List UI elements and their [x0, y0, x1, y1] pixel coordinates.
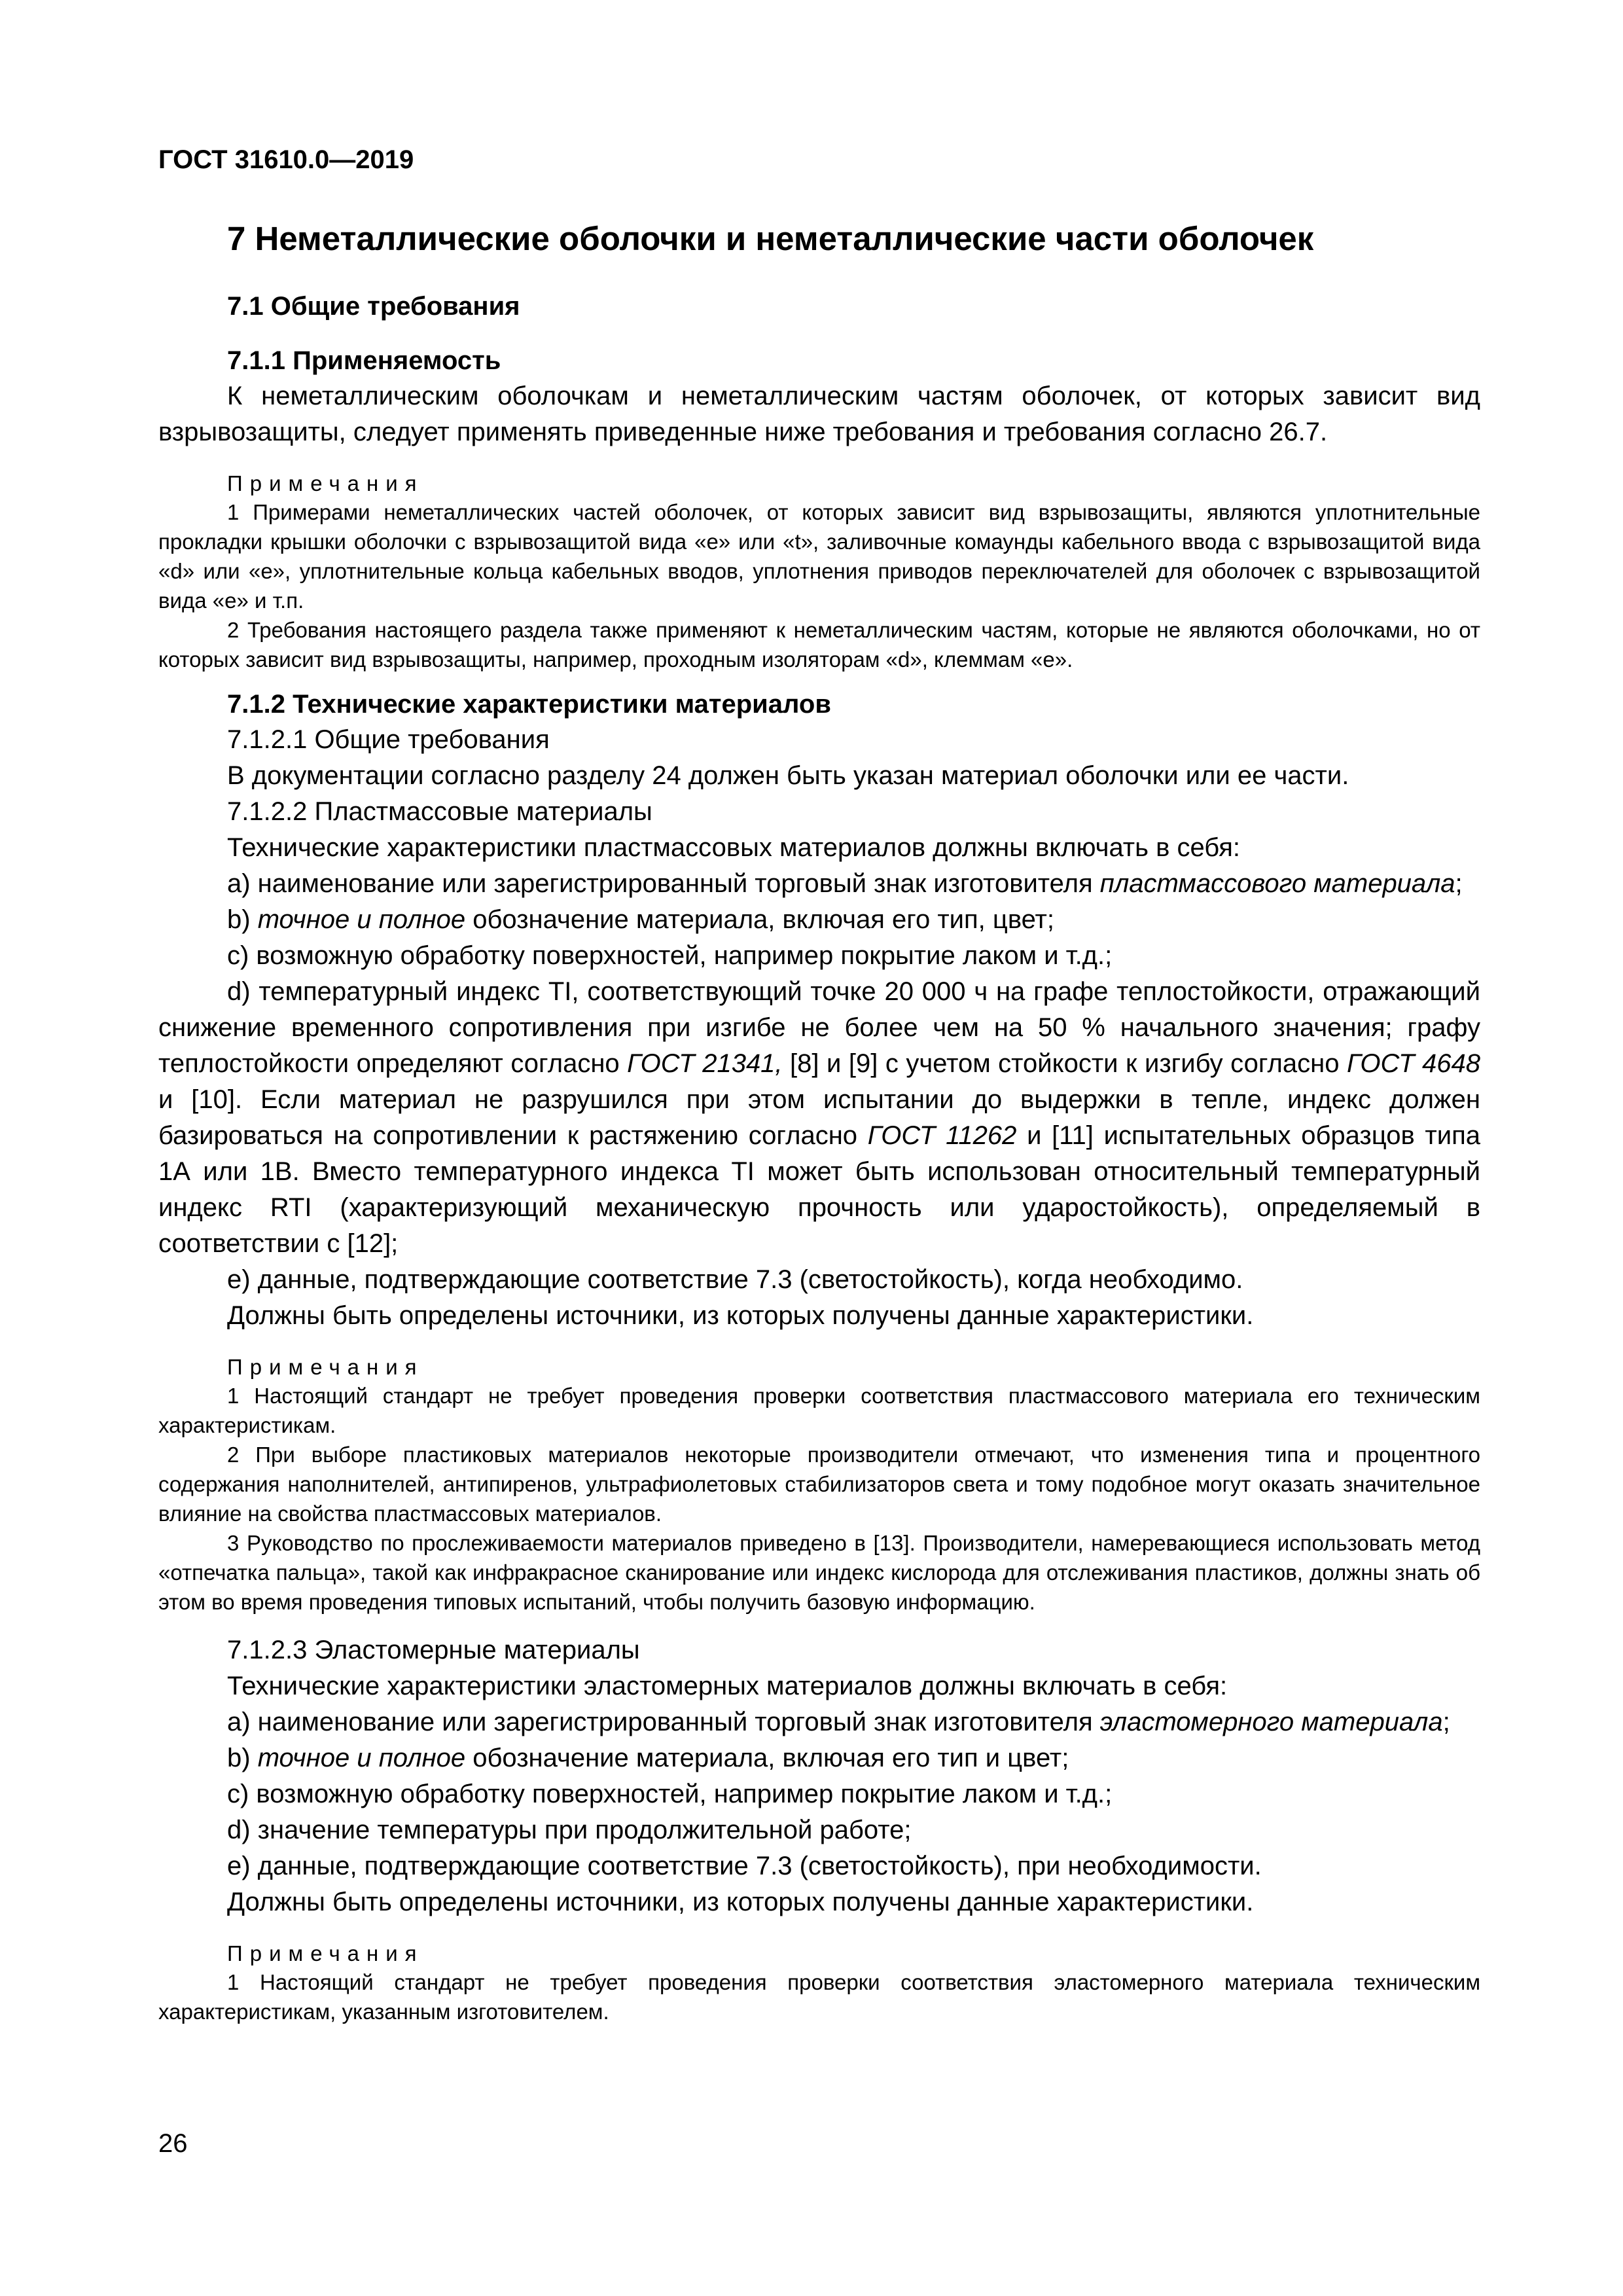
section-7-title: 7 Неметаллические оболочки и неметаллические части оболочек — [227, 220, 1314, 257]
section-7-1-2-title: 7.1.2 Технические характеристики материалов — [227, 690, 831, 719]
plastics-sources: Должны быть определены источники, из которых получены данные характеристики. — [227, 1301, 1254, 1330]
elastomers-item-b: b) точное и полное обозначение материала, включая его тип и цвет; — [227, 1744, 1069, 1772]
notes-title: Примечания — [227, 471, 424, 495]
page-content — [158, 219, 1480, 2026]
note-item: 2 При выборе пластиковых материалов некоторые производители отмечают, что изменения типа и процентного содержания наполнителей, антипиренов, ультрафиолетовых стабилизаторов света и тому подобное могут оказать значительное влияние на свойства пластмассовых материалов. — [158, 1443, 1480, 1526]
note-item: 3 Руководство по прослеживаемости материалов приведено в [13]. Производители, намеревающиеся использовать метод «отпечатка пальца», такой как инфракрасное сканирование или индекс кислорода для отслеживания пластиков, должны знать об этом во время проведения типовых испытаний, чтобы получить базовую информацию. — [158, 1531, 1480, 1614]
section-7-1-title: 7.1 Общие требования — [227, 292, 520, 321]
notes-title: Примечания — [227, 1941, 424, 1965]
elastomers-item-d: d) значение температуры при продолжительной работе; — [227, 1816, 912, 1844]
plastics-item-d: d) температурный индекс TI, соответствующий точке 20 000 ч на графе теплостойкости, отражающий снижение временного сопротивления при изгибе не более чем на 50 % начального значения; графу теплостойкости определяют согласно ГОСТ 21341, [8] и [9] с учетом стойкости к изгибу согласно ГОСТ 4648 и [10]. Если материал не разрушился при этом испытании до выдержки в тепле, индекс должен базироваться на сопротивлении к растяжению согласно ГОСТ 11262 и [11] испытательных образцов типа 1А или 1В. Вместо температурного индекса TI может быть использован относительный температурный индекс RTI (характеризующий механическую прочность или ударостойкость), определяемый в соответствии с [12]; — [158, 977, 1480, 1258]
note-item: 1 Настоящий стандарт не требует проведения проверки соответствия эластомерного материала техническим характеристикам, указанным изготовителем. — [158, 1970, 1480, 2024]
plastics-item-e: e) данные, подтверждающие соответствие 7.3 (светостойкость), когда необходимо. — [227, 1265, 1243, 1294]
section-7-1-2-1-text: В документации согласно разделу 24 должен быть указан материал оболочки или ее части. — [227, 761, 1349, 790]
elastomers-item-a: a) наименование или зарегистрированный торговый знак изготовителя эластомерного материала; — [227, 1708, 1450, 1736]
section-7-1-1-text: К неметаллическим оболочкам и неметаллическим частям оболочек, от которых зависит вид взрывозащиты, следует применять приведенные ниже требования и требования согласно 26.7. — [158, 382, 1480, 446]
section-7-1-2-2-title: 7.1.2.2 Пластмассовые материалы — [227, 797, 652, 826]
page-number: 26 — [158, 2129, 188, 2158]
section-7-1-2-1-title: 7.1.2.1 Общие требования — [227, 725, 550, 754]
document-code: ГОСТ 31610.0—2019 — [158, 145, 414, 174]
section-7-1-2-3-title: 7.1.2.3 Эластомерные материалы — [227, 1636, 640, 1664]
elastomers-item-e: e) данные, подтверждающие соответствие 7.3 (светостойкость), при необходимости. — [227, 1852, 1262, 1880]
plastics-item-a: a) наименование или зарегистрированный торговый знак изготовителя пластмассового материала; — [227, 869, 1463, 898]
plastics-item-c: c) возможную обработку поверхностей, например покрытие лаком и т.д.; — [227, 941, 1113, 970]
note-item: 1 Примерами неметаллических частей оболочек, от которых зависит вид взрывозащиты, являются уплотнительные прокладки крышки оболочки с взрывозащитой вида «е» или «t», заливочные комаунды кабельного ввода с взрывозащитой вида «d» или «е», уплотнительные кольца кабельных вводов, уплотнения приводов переключателей для оболочек с взрывозащитой вида «е» и т.п. — [158, 500, 1480, 613]
note-item: 1 Настоящий стандарт не требует проведения проверки соответствия пластмассового материала его техническим характеристикам. — [158, 1384, 1480, 1437]
elastomers-item-c: c) возможную обработку поверхностей, например покрытие лаком и т.д.; — [227, 1780, 1113, 1808]
note-item: 2 Требования настоящего раздела также применяют к неметаллическим частям, которые не являются оболочками, но от которых зависит вид взрывозащиты, например, проходным изоляторам «d», клеммам «е». — [158, 618, 1480, 672]
plastics-intro: Технические характеристики пластмассовых материалов должны включать в себя: — [227, 833, 1241, 862]
elastomers-sources: Должны быть определены источники, из которых получены данные характеристики. — [227, 1888, 1254, 1916]
plastics-item-b: b) точное и полное обозначение материала, включая его тип, цвет; — [227, 905, 1054, 934]
notes-title: Примечания — [227, 1355, 424, 1379]
section-7-1-1-title: 7.1.1 Применяемость — [227, 346, 501, 375]
elastomers-intro: Технические характеристики эластомерных материалов должны включать в себя: — [227, 1672, 1228, 1700]
